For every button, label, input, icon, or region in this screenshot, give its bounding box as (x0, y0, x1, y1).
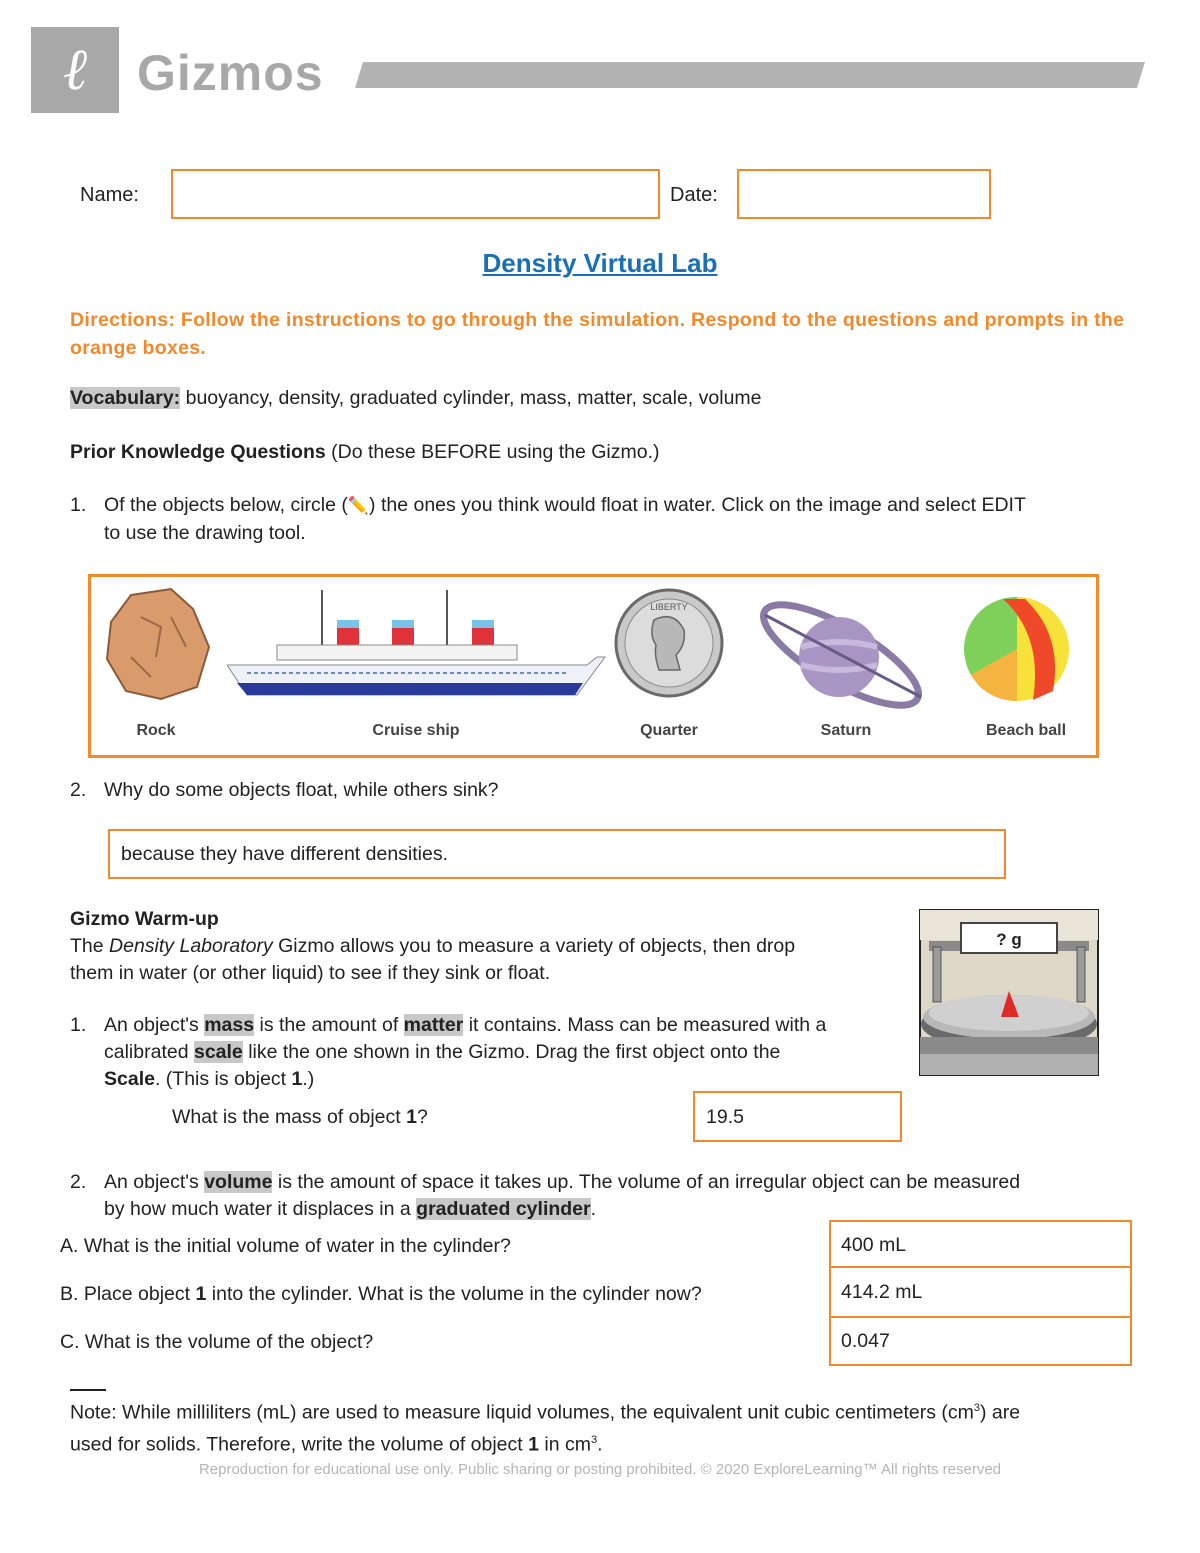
mass-q-a: What is the mass of object (172, 1106, 407, 1128)
q1-text-a: Of the objects below, circle ( (104, 494, 348, 516)
object-label-rock: Rock (136, 722, 176, 739)
note-sup2: 3 (591, 1433, 598, 1446)
note-rule (70, 1389, 106, 1391)
scale-image (919, 909, 1099, 1076)
saturn-image[interactable] (751, 585, 931, 725)
warmup-heading-text: Gizmo Warm-up (70, 908, 219, 930)
q1-number: 1. (70, 494, 87, 516)
answer-b: 414.2 mL (841, 1281, 923, 1303)
wq2-a: An object's (104, 1171, 205, 1193)
warmup-q1 (70, 1012, 920, 1093)
q1-text-c: to use the drawing tool. (104, 522, 306, 544)
object-label-saturn: Saturn (820, 722, 872, 739)
note-b: ) are (979, 1401, 1021, 1424)
wq1-d: calibrated (104, 1041, 194, 1063)
q2-text: Why do some objects float, while others sink? (104, 779, 499, 801)
question-c: C. What is the volume of the object? (60, 1331, 374, 1353)
mass-q-b: ? (416, 1106, 428, 1128)
wq2-b: is the amount of space it takes up. The volume of an irregular object can be measured (272, 1171, 1021, 1193)
qb-one: 1 (195, 1283, 207, 1305)
warmup-heading (70, 906, 219, 933)
q1-text-b: ) the ones you think would float in water. Click on the image and select EDIT (369, 494, 1026, 516)
q2-number: 2. (70, 779, 87, 801)
answer-c: 0.047 (841, 1330, 890, 1352)
prior-q1 (70, 492, 1150, 547)
note (70, 1395, 1150, 1458)
term-mass: mass (204, 1014, 255, 1036)
objects-drawing-box[interactable] (88, 574, 1099, 758)
term-matter: matter (403, 1014, 464, 1036)
q2-answer-box[interactable] (108, 829, 1006, 879)
qb-b: into the cylinder. What is the volume in the cylinder now? (206, 1283, 702, 1305)
intro-c: them in water (or other liquid) to see if they sink or float. (70, 962, 551, 984)
wq2-d: . (590, 1198, 597, 1220)
warmup-q1-number: 1. (70, 1014, 87, 1036)
directions: Directions: Follow the instructions to go through the simulation. Respond to the questions and prompts in the orange boxes. (70, 309, 1125, 359)
wq1-scale-bold: Scale (104, 1068, 155, 1090)
warmup-q2 (70, 1169, 1160, 1223)
intro-b: Gizmo allows you to measure a variety of objects, then drop (272, 935, 796, 957)
note-d: in cm (538, 1433, 591, 1455)
answer-a: 400 mL (841, 1234, 907, 1256)
prior-heading: Prior Knowledge Questions (70, 441, 326, 463)
prior-note: (Do these BEFORE using the Gizmo.) (325, 441, 660, 463)
quarter-inscription: LIBERTY (650, 602, 688, 612)
mass-q-one: 1 (406, 1106, 417, 1128)
vocabulary-label: Vocabulary: (70, 387, 181, 409)
prior-q2 (70, 777, 499, 804)
note-e: . (597, 1433, 603, 1455)
note-c: used for solids. Therefore, write the volume of object (70, 1433, 529, 1455)
pencil-icon: ✏️ (347, 496, 370, 516)
footer: Reproduction for educational use only. Public sharing or posting prohibited. © 2020 ExploreLearning™ All rights reserved (198, 1461, 1002, 1478)
mass-question (172, 1104, 428, 1131)
wq1-c: it contains. Mass can be measured with a (463, 1014, 827, 1036)
name-label: Name: (80, 184, 139, 206)
term-graduated-cylinder: graduated cylinder (416, 1198, 591, 1220)
answer-a-box[interactable] (829, 1220, 1132, 1268)
vocabulary-terms: buoyancy, density, graduated cylinder, mass, matter, scale, volume (180, 387, 762, 409)
brand-name: Gizmos (137, 45, 324, 101)
header-bar (355, 62, 1145, 88)
wq1-one: 1 (291, 1068, 303, 1090)
object-label-cruise-ship: Cruise ship (372, 722, 460, 739)
q2-answer: because they have different densities. (121, 843, 449, 865)
note-sup1: 3 (973, 1402, 980, 1414)
note-one: 1 (528, 1433, 539, 1455)
name-field[interactable] (171, 169, 660, 219)
date-label: Date: (670, 184, 718, 206)
gizmos-logo (31, 27, 119, 113)
question-b (60, 1281, 702, 1308)
wq2-c: by how much water it displaces in a (104, 1198, 417, 1220)
beach-ball-image[interactable] (963, 595, 1071, 703)
intro-a: The (70, 935, 110, 957)
wq1-f: . (This is object (154, 1068, 292, 1090)
wq1-a: An object's (104, 1014, 205, 1036)
wq1-b: is the amount of (254, 1014, 404, 1036)
note-a: Note: While milliliters (mL) are used to measure liquid volumes, the equivalent unit cubic centimeters (cm (70, 1401, 974, 1424)
rock-image[interactable] (101, 587, 211, 702)
wq1-g: .) (302, 1068, 315, 1090)
quarter-image[interactable] (614, 585, 724, 700)
question-a: A. What is the initial volume of water in the cylinder? (60, 1235, 511, 1257)
mass-answer-box[interactable] (693, 1091, 902, 1142)
term-volume: volume (204, 1171, 273, 1193)
object-label-beach-ball: Beach ball (985, 722, 1067, 739)
logo-glyph: ℓ (62, 35, 88, 103)
date-field[interactable] (737, 169, 991, 219)
object-label-quarter: Quarter (640, 722, 698, 739)
intro-em: Density Laboratory (109, 935, 273, 957)
prior-heading-line (70, 439, 660, 466)
warmup-q2-number: 2. (70, 1171, 87, 1193)
answer-b-box[interactable] (829, 1268, 1132, 1318)
cruise-ship-image[interactable] (227, 585, 607, 705)
wq1-e: like the one shown in the Gizmo. Drag the first object onto the (242, 1041, 781, 1063)
warmup-intro (70, 933, 910, 987)
page-title: Density Virtual Lab (482, 248, 718, 278)
term-scale: scale (193, 1041, 243, 1063)
qb-a: B. Place object (60, 1283, 196, 1305)
mass-answer: 19.5 (706, 1106, 744, 1128)
vocabulary-line (70, 385, 762, 412)
answer-c-box[interactable] (829, 1318, 1132, 1366)
scale-display: ? g (996, 930, 1022, 949)
